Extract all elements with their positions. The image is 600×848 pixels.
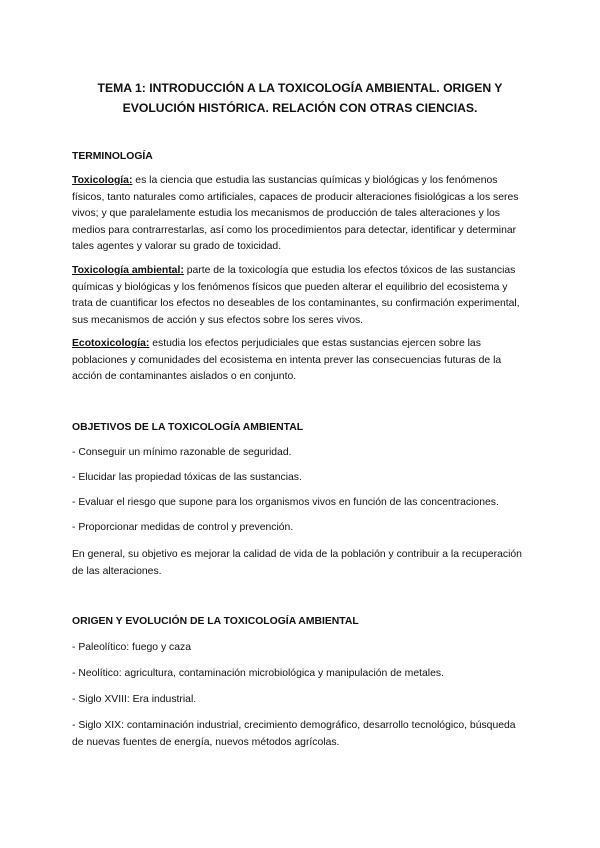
list-item: - Siglo XVIII: Era industrial. [72,694,197,705]
section-objetivos [72,420,528,437]
objetivos-summary: En general, su objetivo es mejorar la calidad de vida de la población y contribuir a la recuperación de las alteraciones. [72,549,522,577]
definition-toxicologia [72,173,528,256]
title-line-1: TEMA 1: INTRODUCCIÓN A LA TOXICOLOGÍA AMBIENTAL. ORIGEN Y [97,81,503,95]
section-heading: TERMINOLOGÍA [72,151,153,162]
list-item: - Neolítico: agricultura, contaminación microbiológica y manipulación de metales. [72,668,444,679]
list-item: - Conseguir un mínimo razonable de seguridad. [72,447,292,458]
definition-text: es la ciencia que estudia las sustancias químicas y biológicas y los fenómenos físicos, tanto naturales como artificiales, capaces de producir alteraciones fisiológicas a los seres vivos; y que paralelamente estudia los mecanismos de producción de tales alteraciones y los medios para contrarrestarlas, así como los procedimientos para detectar, identificar y determinar tales agentes y valorar su grado de toxicidad. [72,175,519,252]
term-toxicologia-ambiental: Toxicología ambiental: [72,265,184,276]
list-item: - Siglo XIX: contaminación industrial, crecimiento demográfico, desarrollo tecnológico, búsqueda de nuevas fuentes de energía, nuevos métodos agrícolas. [72,720,516,748]
term-ecotoxicologia: Ecotoxicología: [72,338,150,349]
list-item: - Elucidar las propiedad tóxicas de las sustancias. [72,472,302,483]
definition-ecotoxicologia [72,336,528,386]
title-line-2: EVOLUCIÓN HISTÓRICA. RELACIÓN CON OTRAS CIENCIAS. [122,101,478,115]
definition-text: parte de la toxicología que estudia los efectos tóxicos de las sustancias químicas y biológicas y los fenómenos físicos que pueden alterar el equilibrio del ecosistema y trata de cuantificar los efectos no deseables de los contaminantes, su confirmación experimental, sus mecanismos de acción y sus efectos sobre los seres vivos. [72,265,520,326]
list-item: - Evaluar el riesgo que supone para los organismos vivos en función de las concentraciones. [72,497,499,508]
definition-text: estudia los efectos perjudiciales que estas sustancias ejercen sobre las poblaciones y comunidades del ecosistema en intenta prever las consecuencias futuras de la acción de contaminantes aislados o en conjunto. [72,338,502,382]
list-item: - Paleolítico: fuego y caza [72,642,191,653]
section-terminologia [72,149,528,166]
document-title [72,78,528,118]
section-heading: OBJETIVOS DE LA TOXICOLOGÍA AMBIENTAL [72,422,304,433]
section-origen [72,614,528,631]
definition-toxicologia-ambiental [72,263,528,329]
list-item: - Proporcionar medidas de control y prevención. [72,522,294,533]
section-heading: ORIGEN Y EVOLUCIÓN DE LA TOXICOLOGÍA AMBIENTAL [72,616,359,627]
term-toxicologia: Toxicología: [72,175,133,186]
